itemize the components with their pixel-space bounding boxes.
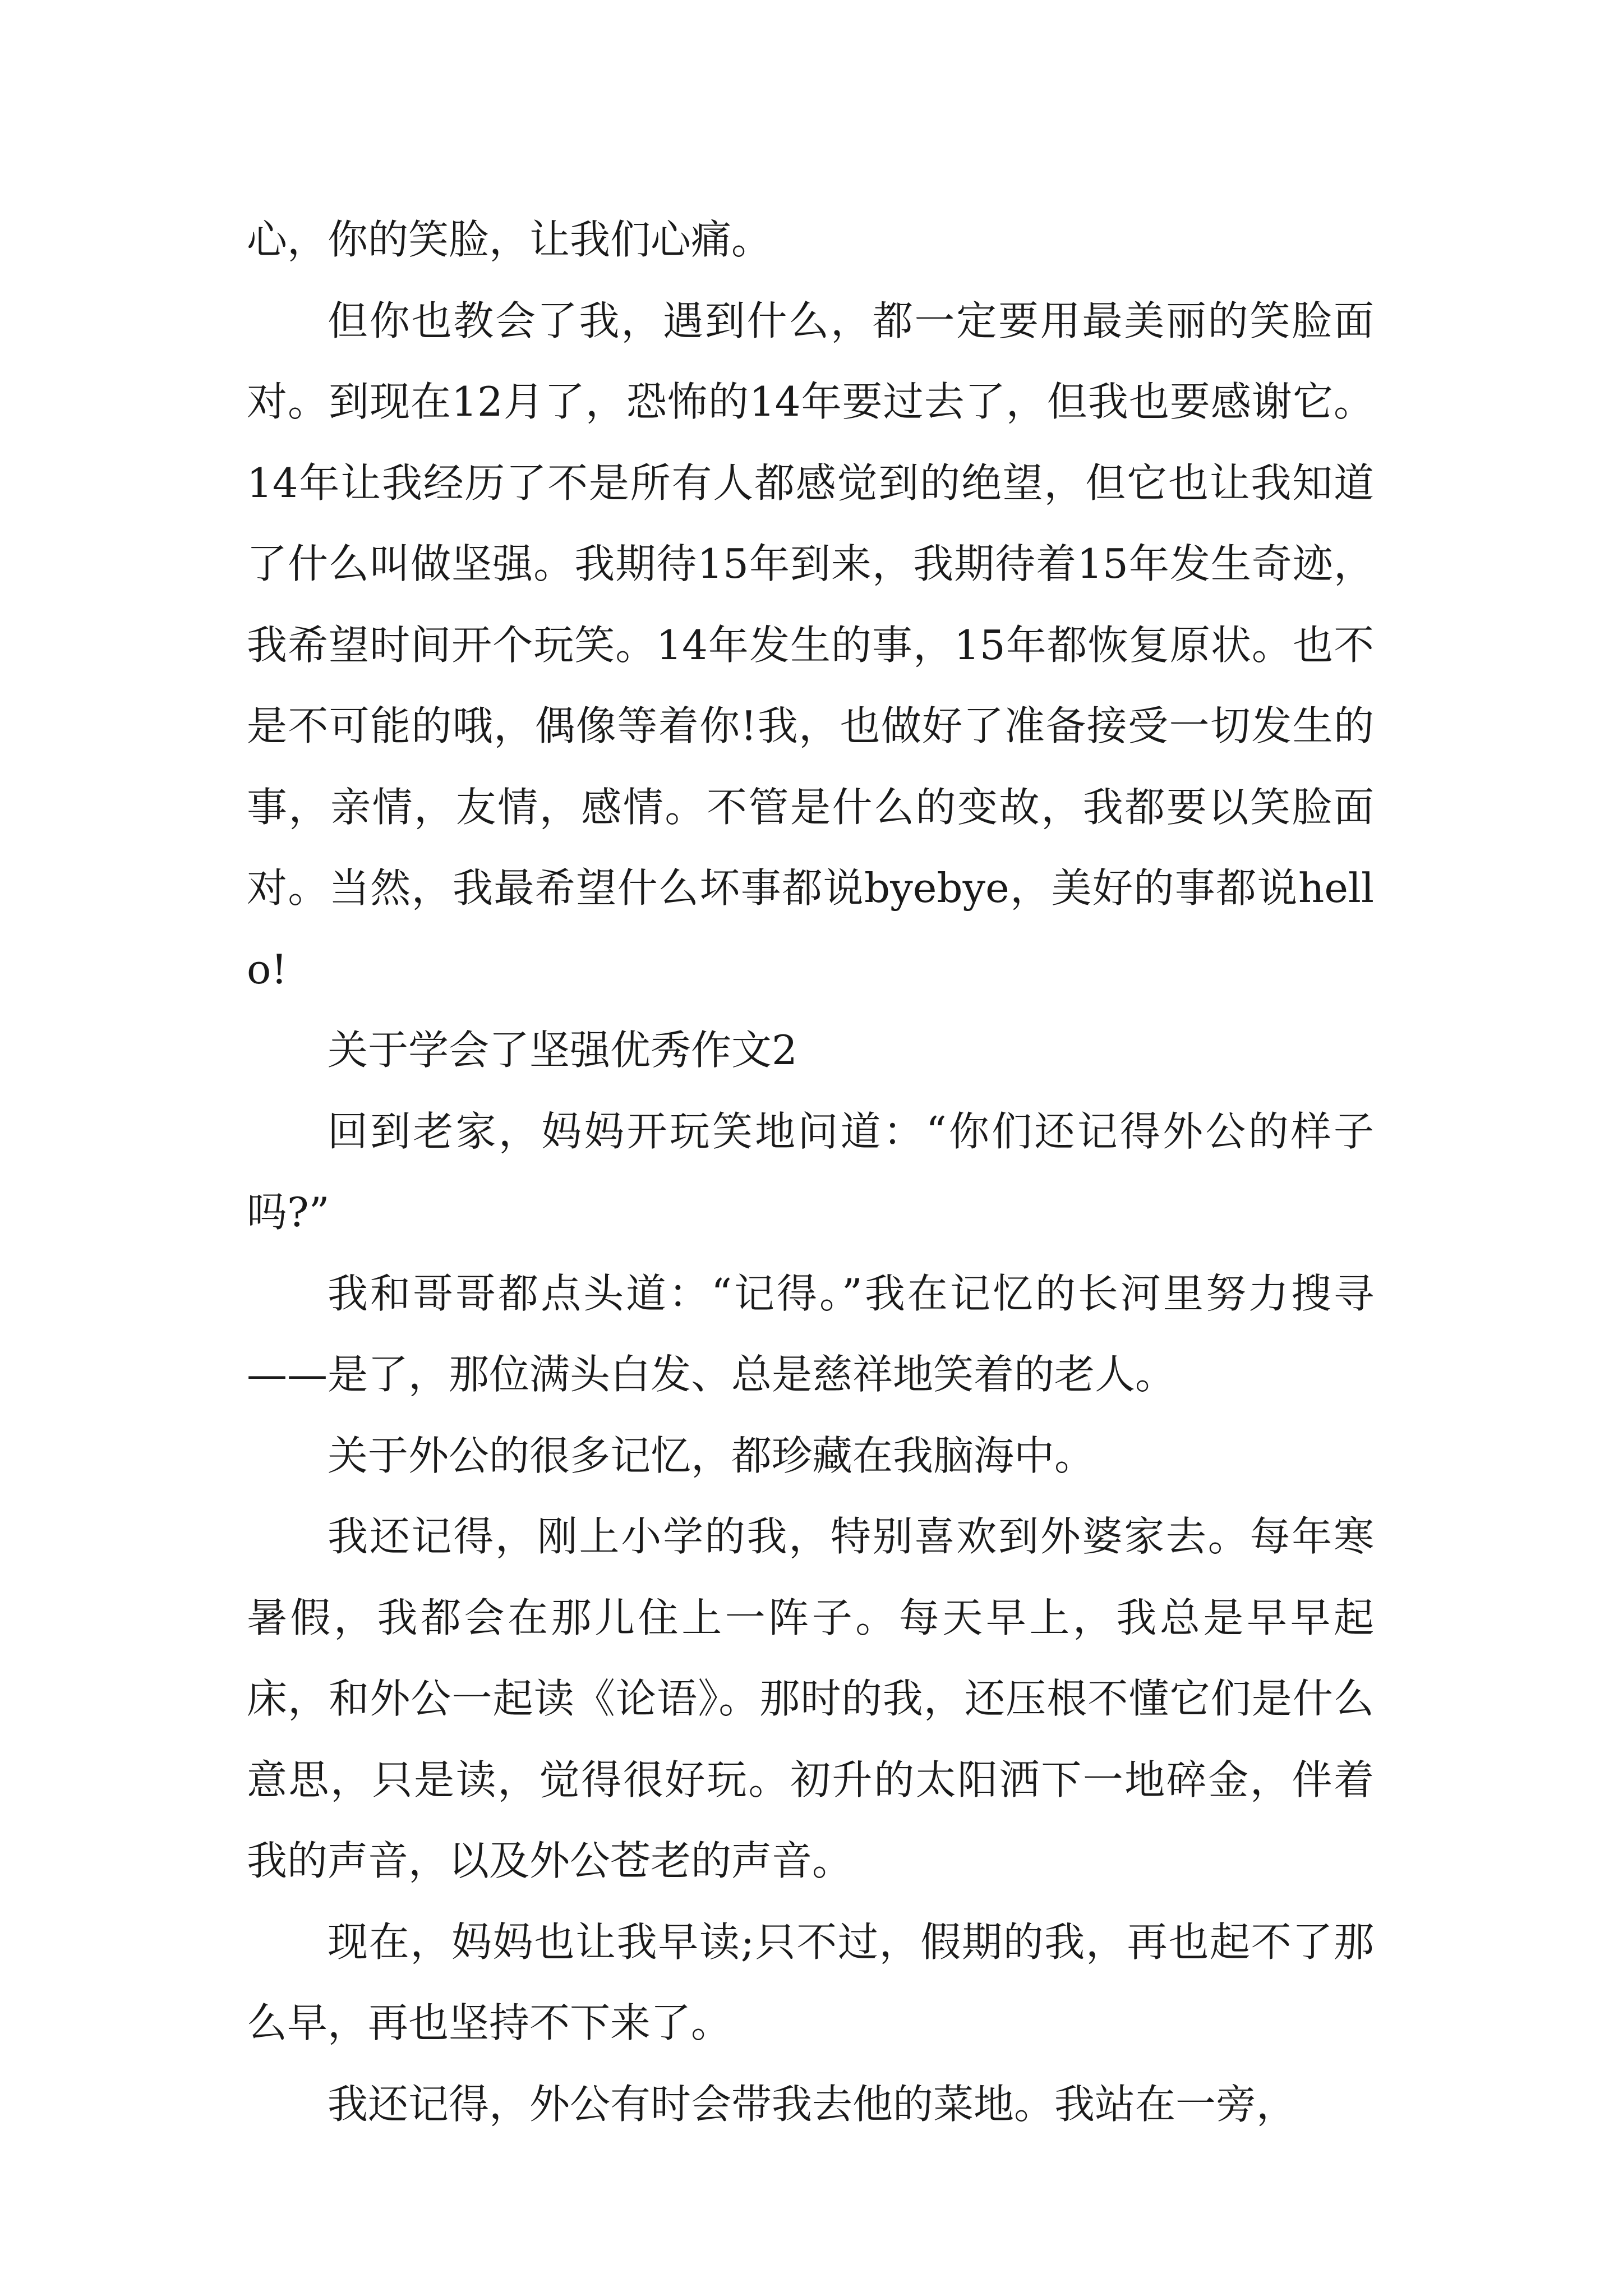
paragraph: 心，你的笑脸，让我们心痛。 xyxy=(247,216,772,263)
paragraph: 现在，妈妈也让我早读;只不过，假期的我，再也起不了那么早，再也坚持不下来了。 xyxy=(247,1918,1374,2046)
paragraph: 但你也教会了我，遇到什么，都一定要用最美丽的笑脸面对。到现在12月了，恐怖的14年要过去了，但我也要感谢它。14年让我经历了不是所有人都感觉到的绝望，但它也让我知道了什么叫做坚强。我期待15年到来，我期待着15年发生奇迹，我希望时间开个玩笑。14年发生的事，15年都恢复原状。也不是不可能的哦，偶像等着你!我，也做好了准备接受一切发生的事，亲情，友情，感情。不管是什么的变故，我都要以笑脸面对。当然，我最希望什么坏事都说byebye，美好的事都说hello! xyxy=(247,297,1374,993)
body-text xyxy=(247,199,1374,2145)
paragraph: 我还记得，刚上小学的我，特别喜欢到外婆家去。每年寒暑假，我都会在那儿住上一阵子。每天早上，我总是早早起床，和外公一起读《论语》。那时的我，还压根不懂它们是什么意思，只是读，觉得很好玩。初升的太阳洒下一地碎金，伴着我的声音，以及外公苍老的声音。 xyxy=(247,1513,1374,1884)
paragraph: 我和哥哥都点头道：“记得。”我在记忆的长河里努力搜寻——是了，那位满头白发、总是慈祥地笑着的老人。 xyxy=(247,1269,1374,1398)
paragraph: 回到老家，妈妈开玩笑地问道：“你们还记得外公的样子吗?” xyxy=(247,1107,1374,1236)
paragraph: 关于外公的很多记忆，都珍藏在我脑海中。 xyxy=(328,1432,1095,1479)
paragraph: 我还记得，外公有时会带我去他的菜地。我站在一旁， xyxy=(328,2080,1297,2128)
section-heading: 关于学会了坚强优秀作文2 xyxy=(328,1027,797,1074)
